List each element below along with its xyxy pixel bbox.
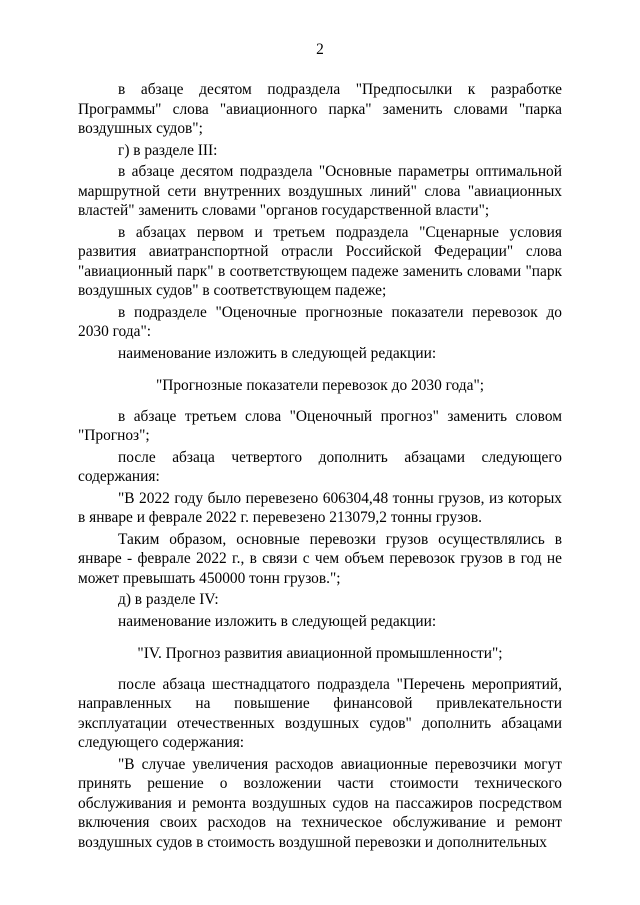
centered-heading: "Прогнозные показатели перевозок до 2030 года"; [155, 377, 485, 394]
paragraph: г) в разделе III: [118, 141, 218, 159]
paragraph: Таким образом, основные перевозки грузов осуществлялись в январе - феврале 2022 г., в связи с чем объем перевозок грузов в год не может превышать 450000 тонн грузов."; [78, 530, 562, 587]
centered-heading: "IV. Прогноз развития авиационной промышленности"; [137, 645, 503, 662]
paragraph: д) в разделе IV: [118, 591, 219, 608]
paragraph: в абзаце десятом подраздела "Предпосылки к разработке Программы" слова "авиационного парка" заменить словами "парка воздушных судов"; [78, 81, 562, 137]
paragraph: в абзацах первом и третьем подраздела "Сценарные условия развития авиатранспортной отрасли Российской Федерации" слова "авиационный парк" в соответствующем падеже заменить словами "парк воздушных судов" в соответствующем падеже; [78, 223, 562, 299]
paragraph: "В случае увеличения расходов авиационные перевозчики могут принять решение о возложении части стоимости технического обслуживания и ремонта воздушных судов на пассажиров посредством включения своих расходов на техническое обслуживание и ремонт воздушных судов в стоимость воздушной перевозки и дополнительных [78, 755, 562, 851]
page-number: 2 [316, 41, 324, 58]
paragraph: в подразделе "Оценочные прогнозные показатели перевозок до 2030 года": [78, 303, 562, 340]
paragraph: "В 2022 году было перевезено 606304,48 тонны грузов, из которых в январе и феврале 2022 г. перевезено 213079,2 тонны грузов. [78, 489, 562, 526]
paragraph: после абзаца четвертого дополнить абзацами следующего содержания: [78, 448, 562, 485]
paragraph: наименование изложить в следующей редакции: [118, 344, 437, 362]
paragraph: в абзаце третьем слова "Оценочный прогноз" заменить словом "Прогноз"; [78, 407, 562, 444]
paragraph: наименование изложить в следующей редакции: [118, 612, 437, 630]
paragraph: в абзаце десятом подраздела "Основные параметры оптимальной маршрутной сети внутренних воздушных линий" слова "авиационных властей" заменить словами "органов государственной власти"; [78, 163, 562, 219]
paragraph: после абзаца шестнадцатого подраздела "Перечень мероприятий, направленных на повышение финансовой привлекательности эксплуатации отечественных воздушных судов" дополнить абзацами следующего содержания: [78, 675, 562, 751]
document-body [78, 80, 562, 854]
